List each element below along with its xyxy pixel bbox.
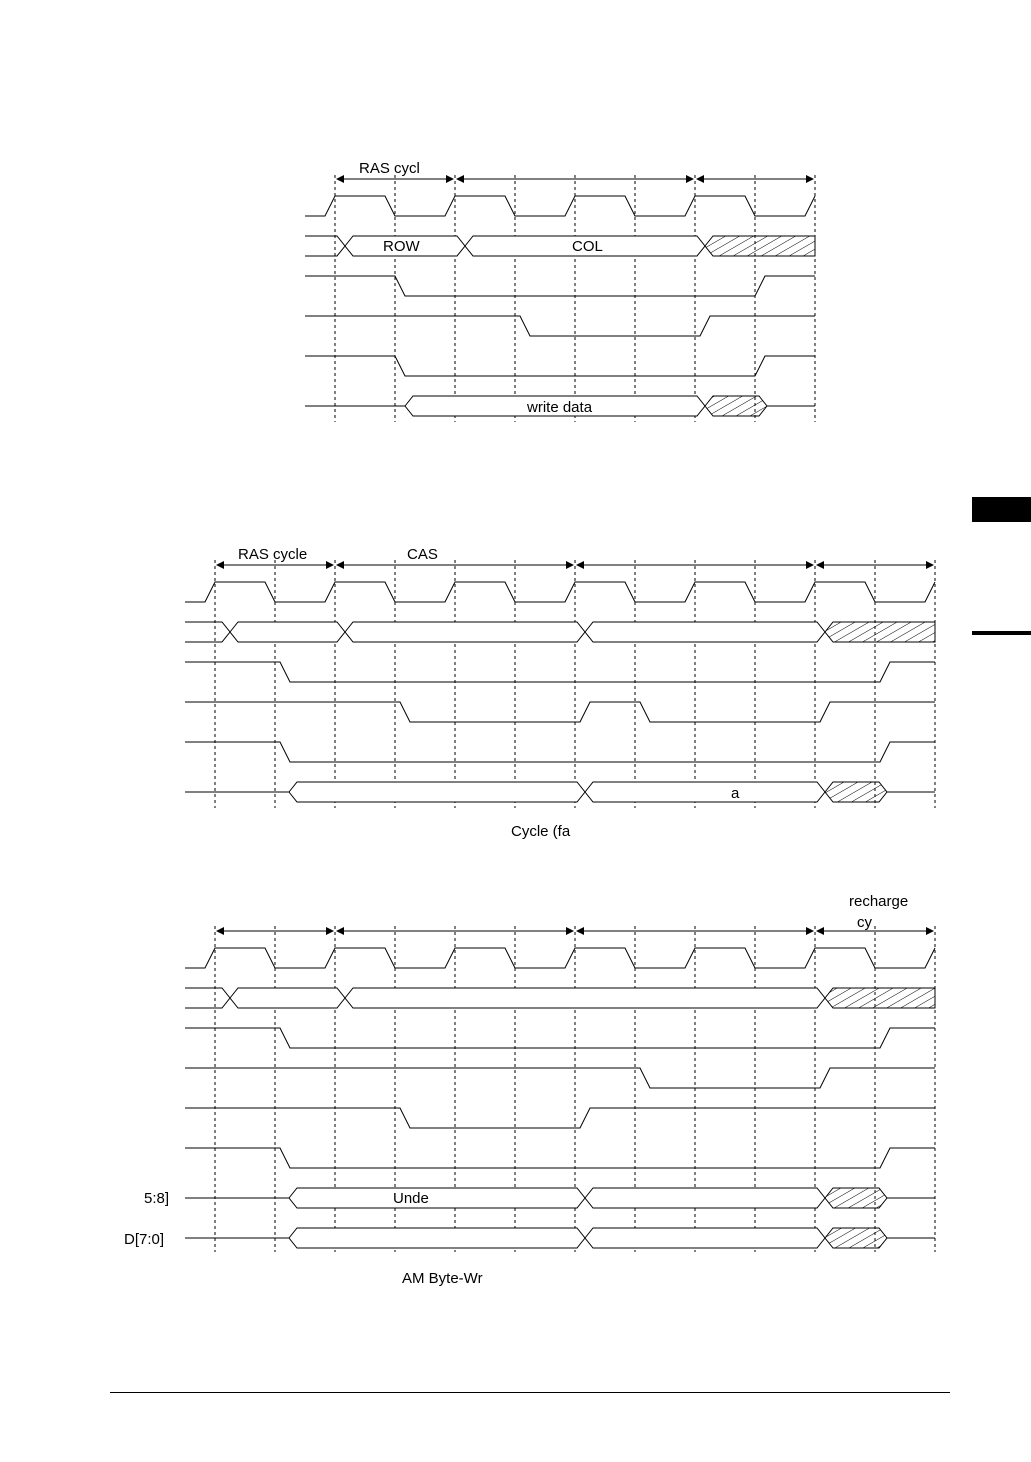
diagram-1-waveforms [305,196,815,376]
diagram-2 [185,546,935,840]
wave-cas-high-3 [185,1068,935,1088]
wave-clock [305,196,815,216]
wave-clock-2 [185,582,935,602]
label-precharge-2: cy [857,914,872,931]
diagram-3-waveforms [185,948,935,1168]
wave-cas-low-3 [185,1108,935,1128]
label-cas-2: CAS [407,546,438,563]
label-row: ROW [383,238,420,255]
bus-addr-hatched [705,236,815,256]
wave-clock-3 [185,948,935,968]
diagram-1-gridlines [335,175,815,422]
edge-tab-block [972,497,1031,522]
diagram-2-buses [185,622,935,802]
label-col: COL [572,238,603,255]
label-data-a: a [731,785,740,802]
wave-we-3 [185,1148,935,1168]
wave-ras-3 [185,1028,935,1048]
diagram-2-waveforms [185,582,935,762]
label-signal-d-low: D[7:0] [124,1231,165,1248]
label-signal-d-high: 5:8] [144,1190,170,1207]
bus-data-hatched [705,396,767,416]
wave-ras-2 [185,662,935,682]
wave-we [305,356,815,376]
diagram-3-buses [185,988,935,1248]
diagram-2-gridlines [215,560,935,808]
bus-address-in [305,236,345,256]
wave-cas-2 [185,702,935,722]
diagram-3 [124,893,935,1287]
label-ras-cycle-2: RAS cycle [238,546,308,563]
edge-tab-line [972,631,1031,635]
wave-we-2 [185,742,935,762]
diagram-1-buses [305,236,815,416]
diagram-1 [305,160,815,422]
wave-ras [305,276,815,296]
label-write-data: write data [527,399,593,416]
label-ras-cycle: RAS cycl [359,160,420,177]
caption-2: Cycle (fa [511,823,571,840]
caption-3: AM Byte-Wr [402,1270,483,1287]
label-undefined: Unde [393,1190,429,1207]
label-precharge-1: recharge [849,893,909,910]
wave-cas [305,316,815,336]
footer-rule [110,1392,950,1393]
